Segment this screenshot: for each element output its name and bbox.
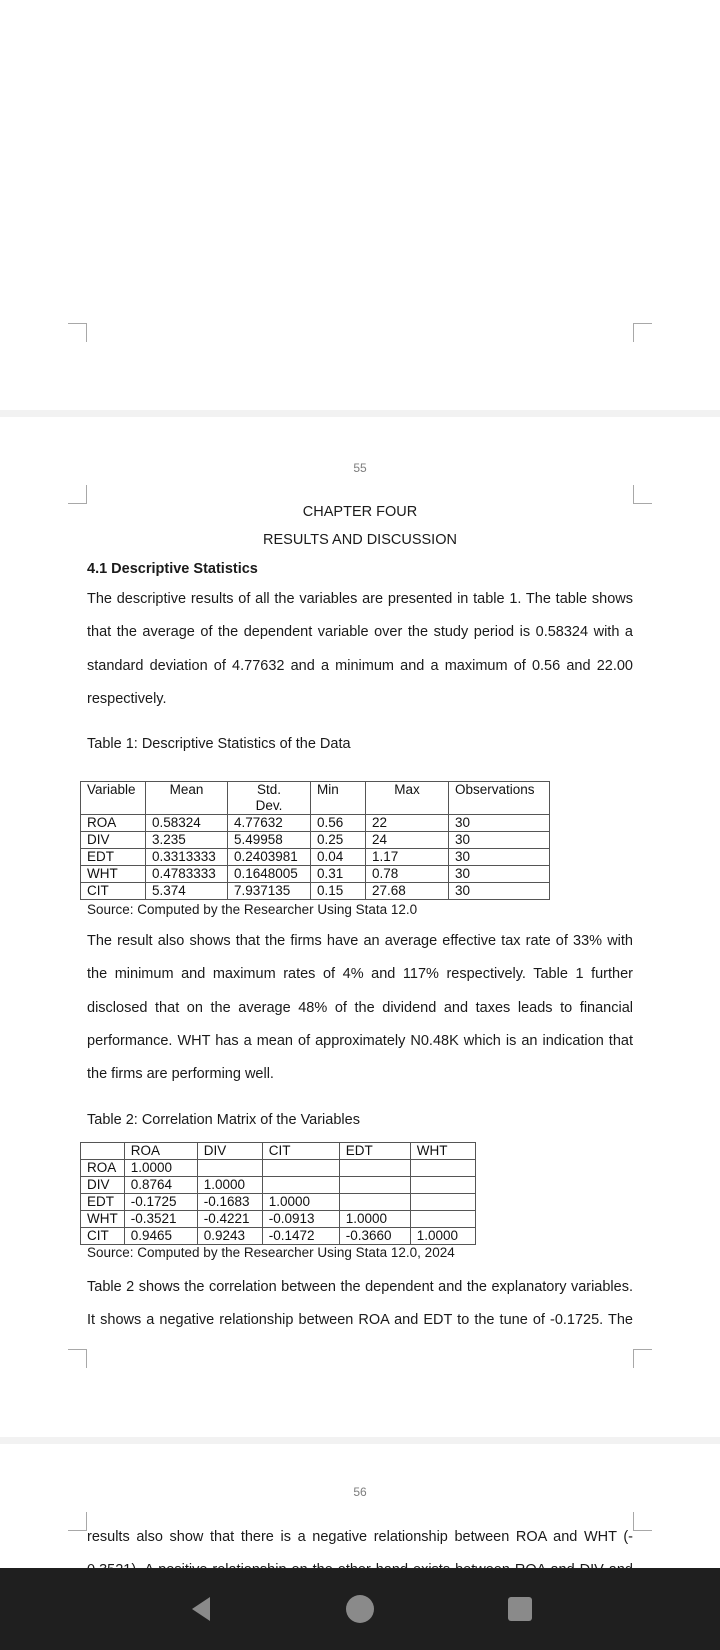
header-cell: Min [311, 782, 366, 815]
table-cell [410, 1160, 475, 1177]
text-line: standard deviation of 4.77632 and a minimum and a maximum of 0.56 and 22.00 [87, 657, 633, 674]
page-number: 55 [353, 461, 367, 475]
table-cell: CIT [81, 883, 146, 900]
header-cell: Max [366, 782, 449, 815]
table-cell: 24 [366, 832, 449, 849]
table-header-row [81, 1143, 476, 1160]
table-cell [339, 1194, 410, 1211]
table-cell: 5.49958 [228, 832, 311, 849]
table-cell [262, 1177, 339, 1194]
table-cell [410, 1194, 475, 1211]
table-cell: -0.1472 [262, 1228, 339, 1245]
header-cell: CIT [262, 1143, 339, 1160]
table-cell: 1.0000 [410, 1228, 475, 1245]
table-cell: DIV [81, 832, 146, 849]
table-cell: 0.2403981 [228, 849, 311, 866]
table-cell: 0.58324 [146, 815, 228, 832]
text-line: the minimum and maximum rates of 4% and 117% respectively. Table 1 further [87, 966, 633, 983]
table-cell: CIT [81, 1228, 125, 1245]
table-cell: 30 [449, 849, 550, 866]
correlation-matrix-table [80, 1142, 476, 1245]
text-line: Table 2 shows the correlation between the dependent and the explanatory variables. [87, 1279, 633, 1295]
table-cell: -0.4221 [197, 1211, 262, 1228]
table-row [81, 1228, 476, 1245]
back-icon[interactable] [186, 1594, 216, 1624]
table-cell [410, 1177, 475, 1194]
table-row [81, 883, 550, 900]
page-number: 56 [353, 1485, 367, 1499]
table-cell [197, 1160, 262, 1177]
table-cell [339, 1160, 410, 1177]
page-corner-marker [633, 1512, 652, 1531]
table-cell: 0.9465 [124, 1228, 197, 1245]
header-cell: Variable [81, 782, 146, 815]
page-corner-marker [633, 485, 652, 504]
header-cell: ROA [124, 1143, 197, 1160]
page-54-bottom [0, 0, 720, 410]
table2-source: Source: Computed by the Researcher Using Stata 12.0, 2024 [87, 1245, 455, 1260]
chapter-title: CHAPTER FOUR [302, 504, 418, 520]
table-cell: 0.1648005 [228, 866, 311, 883]
table-row [81, 832, 550, 849]
table1-source: Source: Computed by the Researcher Using Stata 12.0 [87, 902, 418, 917]
table-cell: WHT [81, 1211, 125, 1228]
table-cell: 0.56 [311, 815, 366, 832]
table-cell: -0.1725 [124, 1194, 197, 1211]
page-corner-marker [633, 323, 652, 342]
system-navigation-bar [0, 1568, 720, 1650]
text-line: the firms are performing well. [87, 1066, 274, 1083]
table-cell: 1.0000 [124, 1160, 197, 1177]
table-cell: EDT [81, 849, 146, 866]
paragraph-descriptive-intro [87, 590, 633, 723]
table1-caption: Table 1: Descriptive Statistics of the Data [87, 736, 351, 752]
home-icon[interactable] [345, 1594, 375, 1624]
header-cell: Observations [449, 782, 550, 815]
text-line: that the average of the dependent variable over the study period is 0.58324 with a [87, 624, 633, 641]
header-cell: Mean [146, 782, 228, 815]
table-row [81, 1211, 476, 1228]
table-cell: 0.4783333 [146, 866, 228, 883]
page-separator [0, 410, 720, 417]
table-cell [262, 1160, 339, 1177]
header-cell: EDT [339, 1143, 410, 1160]
table-cell: 0.9243 [197, 1228, 262, 1245]
table-cell: EDT [81, 1194, 125, 1211]
section-heading: 4.1 Descriptive Statistics [87, 561, 258, 577]
table-cell: 1.0000 [339, 1211, 410, 1228]
table-cell: 22 [366, 815, 449, 832]
table-cell: 30 [449, 866, 550, 883]
table-cell: 1.0000 [197, 1177, 262, 1194]
paragraph-tax-results [87, 932, 633, 1098]
table-row [81, 1194, 476, 1211]
page-corner-marker [68, 485, 87, 504]
page-corner-marker [633, 1349, 652, 1368]
table-row [81, 849, 550, 866]
table-cell: 0.3313333 [146, 849, 228, 866]
table-cell: 0.31 [311, 866, 366, 883]
chapter-subtitle: RESULTS AND DISCUSSION [263, 532, 457, 548]
table-cell: -0.3521 [124, 1211, 197, 1228]
table-cell: 1.0000 [262, 1194, 339, 1211]
table-row [81, 866, 550, 883]
table-cell: 0.25 [311, 832, 366, 849]
page-corner-marker [68, 323, 87, 342]
table-cell: 4.77632 [228, 815, 311, 832]
table-cell: 0.04 [311, 849, 366, 866]
recents-icon[interactable] [505, 1594, 535, 1624]
table-cell: -0.0913 [262, 1211, 339, 1228]
table-cell: ROA [81, 1160, 125, 1177]
table-cell: 30 [449, 815, 550, 832]
page-corner-marker [68, 1349, 87, 1368]
table-cell: WHT [81, 866, 146, 883]
text-line: respectively. [87, 690, 167, 707]
table-cell: -0.3660 [339, 1228, 410, 1245]
descriptive-statistics-table [80, 781, 550, 900]
table-cell: ROA [81, 815, 146, 832]
header-cell [81, 1143, 125, 1160]
table-cell: DIV [81, 1177, 125, 1194]
table-row [81, 1160, 476, 1177]
text-line: disclosed that on the average 48% of the dividend and taxes leads to financial [87, 999, 633, 1016]
header-cell: DIV [197, 1143, 262, 1160]
page-separator [0, 1437, 720, 1444]
table-row [81, 1177, 476, 1194]
table-cell: 0.78 [366, 866, 449, 883]
text-line: It shows a negative relationship between ROA and EDT to the tune of -0.1725. The [87, 1312, 633, 1329]
table-cell [339, 1177, 410, 1194]
table-cell: -0.1683 [197, 1194, 262, 1211]
text-line: The result also shows that the firms have an average effective tax rate of 33% with [87, 933, 633, 949]
table-cell: 5.374 [146, 883, 228, 900]
table-cell: 7.937135 [228, 883, 311, 900]
table-cell: 30 [449, 883, 550, 900]
table-cell: 1.17 [366, 849, 449, 866]
table2-caption: Table 2: Correlation Matrix of the Variables [87, 1112, 360, 1128]
table-header-row [81, 782, 550, 815]
header-cell: WHT [410, 1143, 475, 1160]
table-cell: 30 [449, 832, 550, 849]
table-cell: 27.68 [366, 883, 449, 900]
page-corner-marker [68, 1512, 87, 1531]
text-line: performance. WHT has a mean of approximately N0.48K which is an indication that [87, 1032, 633, 1049]
table-cell: 0.15 [311, 883, 366, 900]
table-row [81, 815, 550, 832]
table-cell [410, 1211, 475, 1228]
table-cell: 0.8764 [124, 1177, 197, 1194]
header-cell: Std. Dev. [228, 782, 311, 815]
paragraph-correlation [87, 1278, 633, 1345]
text-line: The descriptive results of all the variables are presented in table 1. The table shows [87, 591, 633, 607]
text-line: results also show that there is a negative relationship between ROA and WHT (- [87, 1529, 633, 1545]
table-cell: 3.235 [146, 832, 228, 849]
